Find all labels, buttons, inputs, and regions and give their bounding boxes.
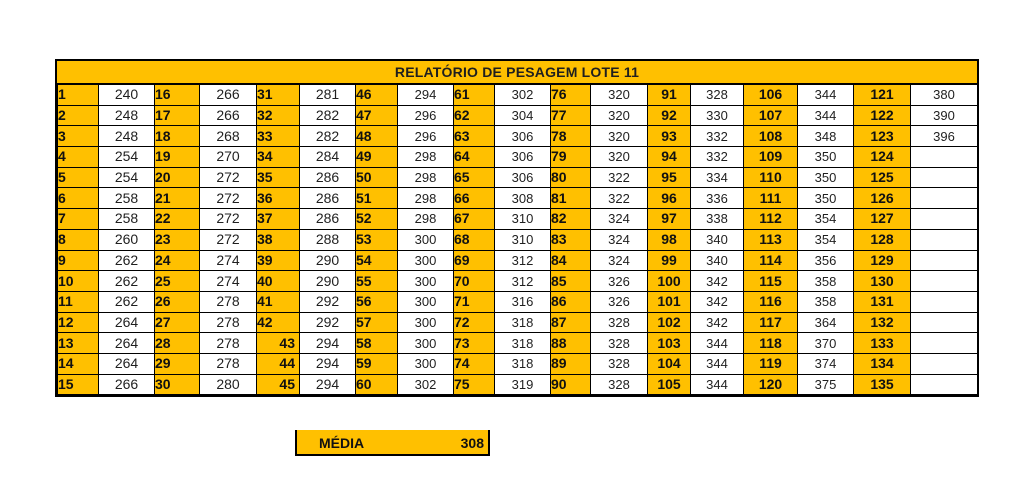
animal-id-cell: 77 (551, 105, 591, 126)
animal-id-cell: 58 (356, 333, 398, 354)
weight-cell: 364 (798, 312, 854, 333)
table-row (58, 126, 978, 147)
animal-id-cell: 42 (257, 312, 300, 333)
weight-cell: 328 (591, 374, 648, 395)
animal-id-cell: 18 (155, 126, 200, 147)
animal-id-cell: 76 (551, 85, 591, 106)
animal-id-cell: 37 (257, 209, 300, 230)
animal-id-cell: 113 (744, 229, 798, 250)
weight-cell: 284 (300, 147, 356, 168)
animal-id-cell: 79 (551, 147, 591, 168)
weight-cell: 312 (495, 250, 551, 271)
weight-cell: 318 (495, 353, 551, 374)
weight-cell: 248 (99, 105, 155, 126)
weight-cell: 258 (99, 209, 155, 230)
weight-cell: 240 (99, 85, 155, 106)
animal-id-cell: 92 (648, 105, 691, 126)
weight-cell: 300 (398, 271, 454, 292)
animal-id-cell: 134 (854, 353, 911, 374)
animal-id-cell: 36 (257, 188, 300, 209)
table-row (58, 229, 978, 250)
weight-cell: 290 (300, 271, 356, 292)
weight-cell: 272 (200, 188, 257, 209)
animal-id-cell: 40 (257, 271, 300, 292)
animal-id-cell: 45 (257, 374, 300, 395)
animal-id-cell: 7 (58, 209, 99, 230)
animal-id-cell: 74 (454, 353, 495, 374)
animal-id-cell: 95 (648, 167, 691, 188)
weight-cell: 270 (200, 147, 257, 168)
weight-cell: 320 (591, 126, 648, 147)
weight-cell: 264 (99, 353, 155, 374)
animal-id-cell: 49 (356, 147, 398, 168)
animal-id-cell: 27 (155, 312, 200, 333)
weight-cell: 294 (300, 374, 356, 395)
animal-id-cell: 57 (356, 312, 398, 333)
weight-cell (911, 250, 978, 271)
animal-id-cell: 100 (648, 271, 691, 292)
table-row (58, 291, 978, 312)
animal-id-cell: 16 (155, 85, 200, 106)
weight-cell: 282 (300, 105, 356, 126)
weight-cell: 294 (300, 333, 356, 354)
animal-id-cell: 126 (854, 188, 911, 209)
animal-id-cell: 67 (454, 209, 495, 230)
weight-cell: 298 (398, 209, 454, 230)
animal-id-cell: 56 (356, 291, 398, 312)
animal-id-cell: 51 (356, 188, 398, 209)
table-row (58, 105, 978, 126)
table-row (58, 374, 978, 395)
animal-id-cell: 11 (58, 291, 99, 312)
animal-id-cell: 94 (648, 147, 691, 168)
weight-cell: 278 (200, 333, 257, 354)
animal-id-cell: 128 (854, 229, 911, 250)
table-row (58, 250, 978, 271)
weight-cell (911, 312, 978, 333)
weight-cell: 296 (398, 105, 454, 126)
weight-cell: 272 (200, 167, 257, 188)
animal-id-cell: 34 (257, 147, 300, 168)
animal-id-cell: 129 (854, 250, 911, 271)
animal-id-cell: 91 (648, 85, 691, 106)
animal-id-cell: 118 (744, 333, 798, 354)
weight-cell: 332 (691, 147, 744, 168)
weight-cell: 248 (99, 126, 155, 147)
weight-cell: 324 (591, 250, 648, 271)
weight-cell: 348 (798, 126, 854, 147)
weight-cell: 286 (300, 209, 356, 230)
weight-cell: 298 (398, 167, 454, 188)
weight-cell: 300 (398, 250, 454, 271)
table-row (58, 353, 978, 374)
animal-id-cell: 22 (155, 209, 200, 230)
weight-cell: 278 (200, 291, 257, 312)
weight-cell: 380 (911, 85, 978, 106)
animal-id-cell: 103 (648, 333, 691, 354)
animal-id-cell: 23 (155, 229, 200, 250)
weight-cell (911, 147, 978, 168)
animal-id-cell: 47 (356, 105, 398, 126)
animal-id-cell: 29 (155, 353, 200, 374)
weight-cell: 264 (99, 333, 155, 354)
table-row (58, 209, 978, 230)
weight-cell: 370 (798, 333, 854, 354)
weight-cell: 324 (591, 229, 648, 250)
weight-cell: 310 (495, 229, 551, 250)
animal-id-cell: 99 (648, 250, 691, 271)
weight-cell (911, 188, 978, 209)
animal-id-cell: 115 (744, 271, 798, 292)
weight-cell: 334 (691, 167, 744, 188)
weight-cell: 294 (398, 85, 454, 106)
animal-id-cell: 19 (155, 147, 200, 168)
weight-cell: 340 (691, 250, 744, 271)
weight-cell: 302 (398, 374, 454, 395)
animal-id-cell: 83 (551, 229, 591, 250)
weight-cell: 274 (200, 271, 257, 292)
animal-id-cell: 2 (58, 105, 99, 126)
weight-cell: 286 (300, 188, 356, 209)
animal-id-cell: 97 (648, 209, 691, 230)
animal-id-cell: 122 (854, 105, 911, 126)
weight-cell: 318 (495, 312, 551, 333)
animal-id-cell: 62 (454, 105, 495, 126)
table-row (58, 333, 978, 354)
weight-cell: 344 (798, 105, 854, 126)
animal-id-cell: 88 (551, 333, 591, 354)
weight-cell: 302 (495, 85, 551, 106)
animal-id-cell: 3 (58, 126, 99, 147)
animal-id-cell: 81 (551, 188, 591, 209)
weight-cell: 322 (591, 188, 648, 209)
animal-id-cell: 105 (648, 374, 691, 395)
animal-id-cell: 35 (257, 167, 300, 188)
animal-id-cell: 9 (58, 250, 99, 271)
weight-cell: 306 (495, 126, 551, 147)
weight-cell: 262 (99, 291, 155, 312)
table-row (58, 271, 978, 292)
animal-id-cell: 26 (155, 291, 200, 312)
animal-id-cell: 86 (551, 291, 591, 312)
weight-cell (911, 353, 978, 374)
weight-cell: 336 (691, 188, 744, 209)
animal-id-cell: 107 (744, 105, 798, 126)
weight-cell (911, 209, 978, 230)
animal-id-cell: 20 (155, 167, 200, 188)
animal-id-cell: 127 (854, 209, 911, 230)
animal-id-cell: 5 (58, 167, 99, 188)
animal-id-cell: 120 (744, 374, 798, 395)
weight-cell: 342 (691, 291, 744, 312)
animal-id-cell: 55 (356, 271, 398, 292)
weight-cell: 280 (200, 374, 257, 395)
weight-cell: 260 (99, 229, 155, 250)
weight-cell: 330 (691, 105, 744, 126)
weight-cell: 282 (300, 126, 356, 147)
animal-id-cell: 130 (854, 271, 911, 292)
animal-id-cell: 13 (58, 333, 99, 354)
weight-cell: 312 (495, 271, 551, 292)
table-row (58, 147, 978, 168)
weight-cell: 272 (200, 209, 257, 230)
animal-id-cell: 121 (854, 85, 911, 106)
weight-cell: 354 (798, 229, 854, 250)
animal-id-cell: 132 (854, 312, 911, 333)
weight-cell: 350 (798, 188, 854, 209)
weight-cell: 292 (300, 312, 356, 333)
animal-id-cell: 39 (257, 250, 300, 271)
animal-id-cell: 109 (744, 147, 798, 168)
weight-cell: 278 (200, 353, 257, 374)
animal-id-cell: 32 (257, 105, 300, 126)
weight-cell: 326 (591, 271, 648, 292)
table-row (58, 312, 978, 333)
weight-cell: 290 (300, 250, 356, 271)
animal-id-cell: 43 (257, 333, 300, 354)
animal-id-cell: 8 (58, 229, 99, 250)
weight-cell: 358 (798, 291, 854, 312)
weight-cell: 320 (591, 85, 648, 106)
weight-cell (911, 271, 978, 292)
animal-id-cell: 38 (257, 229, 300, 250)
weight-cell: 300 (398, 291, 454, 312)
weight-cell: 266 (99, 374, 155, 395)
animal-id-cell: 125 (854, 167, 911, 188)
weight-cell: 310 (495, 209, 551, 230)
animal-id-cell: 117 (744, 312, 798, 333)
animal-id-cell: 1 (58, 85, 99, 106)
animal-id-cell: 72 (454, 312, 495, 333)
animal-id-cell: 110 (744, 167, 798, 188)
animal-id-cell: 90 (551, 374, 591, 395)
weight-cell: 390 (911, 105, 978, 126)
animal-id-cell: 82 (551, 209, 591, 230)
animal-id-cell: 135 (854, 374, 911, 395)
animal-id-cell: 10 (58, 271, 99, 292)
weight-cell: 316 (495, 291, 551, 312)
weight-cell: 375 (798, 374, 854, 395)
animal-id-cell: 17 (155, 105, 200, 126)
weight-cell: 344 (691, 333, 744, 354)
weight-cell: 268 (200, 126, 257, 147)
weight-cell: 306 (495, 167, 551, 188)
animal-id-cell: 75 (454, 374, 495, 395)
weight-cell: 266 (200, 85, 257, 106)
animal-id-cell: 24 (155, 250, 200, 271)
animal-id-cell: 101 (648, 291, 691, 312)
animal-id-cell: 63 (454, 126, 495, 147)
table-row (58, 167, 978, 188)
weight-cell: 319 (495, 374, 551, 395)
weight-cell: 356 (798, 250, 854, 271)
animal-id-cell: 21 (155, 188, 200, 209)
weight-cell: 306 (495, 147, 551, 168)
weight-cell: 322 (591, 167, 648, 188)
weight-cell: 354 (798, 209, 854, 230)
animal-id-cell: 41 (257, 291, 300, 312)
animal-id-cell: 119 (744, 353, 798, 374)
animal-id-cell: 30 (155, 374, 200, 395)
weight-cell: 328 (591, 312, 648, 333)
animal-id-cell: 114 (744, 250, 798, 271)
weight-cell: 294 (300, 353, 356, 374)
animal-id-cell: 112 (744, 209, 798, 230)
animal-id-cell: 108 (744, 126, 798, 147)
animal-id-cell: 111 (744, 188, 798, 209)
weight-cell: 262 (99, 250, 155, 271)
animal-id-cell: 78 (551, 126, 591, 147)
animal-id-cell: 68 (454, 229, 495, 250)
weighing-table (57, 84, 978, 395)
average-label: MÉDIA (319, 435, 365, 451)
weight-cell: 358 (798, 271, 854, 292)
animal-id-cell: 93 (648, 126, 691, 147)
weight-cell: 328 (591, 353, 648, 374)
animal-id-cell: 85 (551, 271, 591, 292)
weight-cell (911, 291, 978, 312)
animal-id-cell: 33 (257, 126, 300, 147)
weight-cell: 344 (691, 353, 744, 374)
weight-cell: 286 (300, 167, 356, 188)
animal-id-cell: 124 (854, 147, 911, 168)
weight-cell (911, 333, 978, 354)
weight-cell: 318 (495, 333, 551, 354)
animal-id-cell: 64 (454, 147, 495, 168)
weight-cell: 326 (591, 291, 648, 312)
animal-id-cell: 48 (356, 126, 398, 147)
animal-id-cell: 66 (454, 188, 495, 209)
animal-id-cell: 84 (551, 250, 591, 271)
animal-id-cell: 60 (356, 374, 398, 395)
weight-cell (911, 229, 978, 250)
animal-id-cell: 61 (454, 85, 495, 106)
animal-id-cell: 104 (648, 353, 691, 374)
weight-cell: 320 (591, 147, 648, 168)
weight-cell: 396 (911, 126, 978, 147)
animal-id-cell: 28 (155, 333, 200, 354)
animal-id-cell: 44 (257, 353, 300, 374)
animal-id-cell: 80 (551, 167, 591, 188)
weight-cell: 262 (99, 271, 155, 292)
animal-id-cell: 89 (551, 353, 591, 374)
weight-cell: 300 (398, 312, 454, 333)
table-row (58, 188, 978, 209)
weight-cell: 296 (398, 126, 454, 147)
average-value: 308 (460, 435, 484, 451)
animal-id-cell: 98 (648, 229, 691, 250)
weight-cell: 278 (200, 312, 257, 333)
animal-id-cell: 12 (58, 312, 99, 333)
animal-id-cell: 102 (648, 312, 691, 333)
animal-id-cell: 123 (854, 126, 911, 147)
weight-cell: 300 (398, 229, 454, 250)
weight-cell: 254 (99, 167, 155, 188)
animal-id-cell: 70 (454, 271, 495, 292)
weight-cell: 254 (99, 147, 155, 168)
weight-cell: 350 (798, 147, 854, 168)
animal-id-cell: 6 (58, 188, 99, 209)
weight-cell: 300 (398, 353, 454, 374)
animal-id-cell: 59 (356, 353, 398, 374)
animal-id-cell: 71 (454, 291, 495, 312)
animal-id-cell: 87 (551, 312, 591, 333)
weight-cell: 374 (798, 353, 854, 374)
weight-cell: 281 (300, 85, 356, 106)
weight-cell: 344 (798, 85, 854, 106)
weight-cell: 350 (798, 167, 854, 188)
animal-id-cell: 53 (356, 229, 398, 250)
weight-cell: 298 (398, 188, 454, 209)
animal-id-cell: 25 (155, 271, 200, 292)
animal-id-cell: 133 (854, 333, 911, 354)
animal-id-cell: 50 (356, 167, 398, 188)
weight-cell: 274 (200, 250, 257, 271)
table-row (58, 85, 978, 106)
weight-cell: 324 (591, 209, 648, 230)
animal-id-cell: 46 (356, 85, 398, 106)
animal-id-cell: 31 (257, 85, 300, 106)
report-title: RELATÓRIO DE PESAGEM LOTE 11 (57, 61, 977, 84)
animal-id-cell: 116 (744, 291, 798, 312)
weight-cell: 304 (495, 105, 551, 126)
animal-id-cell: 14 (58, 353, 99, 374)
animal-id-cell: 54 (356, 250, 398, 271)
animal-id-cell: 96 (648, 188, 691, 209)
animal-id-cell: 106 (744, 85, 798, 106)
weight-cell: 264 (99, 312, 155, 333)
weight-cell: 344 (691, 374, 744, 395)
weight-cell: 332 (691, 126, 744, 147)
weight-cell (911, 374, 978, 395)
weight-cell: 300 (398, 333, 454, 354)
weight-cell: 342 (691, 271, 744, 292)
weight-cell: 258 (99, 188, 155, 209)
weight-cell: 338 (691, 209, 744, 230)
animal-id-cell: 73 (454, 333, 495, 354)
average-box (295, 430, 490, 456)
animal-id-cell: 4 (58, 147, 99, 168)
animal-id-cell: 65 (454, 167, 495, 188)
weight-cell: 298 (398, 147, 454, 168)
weight-cell: 266 (200, 105, 257, 126)
weight-cell: 342 (691, 312, 744, 333)
weight-cell: 288 (300, 229, 356, 250)
weight-cell (911, 167, 978, 188)
weight-cell: 328 (691, 85, 744, 106)
animal-id-cell: 131 (854, 291, 911, 312)
weighing-report (55, 59, 979, 397)
weight-cell: 272 (200, 229, 257, 250)
weight-cell: 308 (495, 188, 551, 209)
weight-cell: 320 (591, 105, 648, 126)
weight-cell: 340 (691, 229, 744, 250)
weight-cell: 328 (591, 333, 648, 354)
animal-id-cell: 52 (356, 209, 398, 230)
animal-id-cell: 69 (454, 250, 495, 271)
weight-cell: 292 (300, 291, 356, 312)
animal-id-cell: 15 (58, 374, 99, 395)
